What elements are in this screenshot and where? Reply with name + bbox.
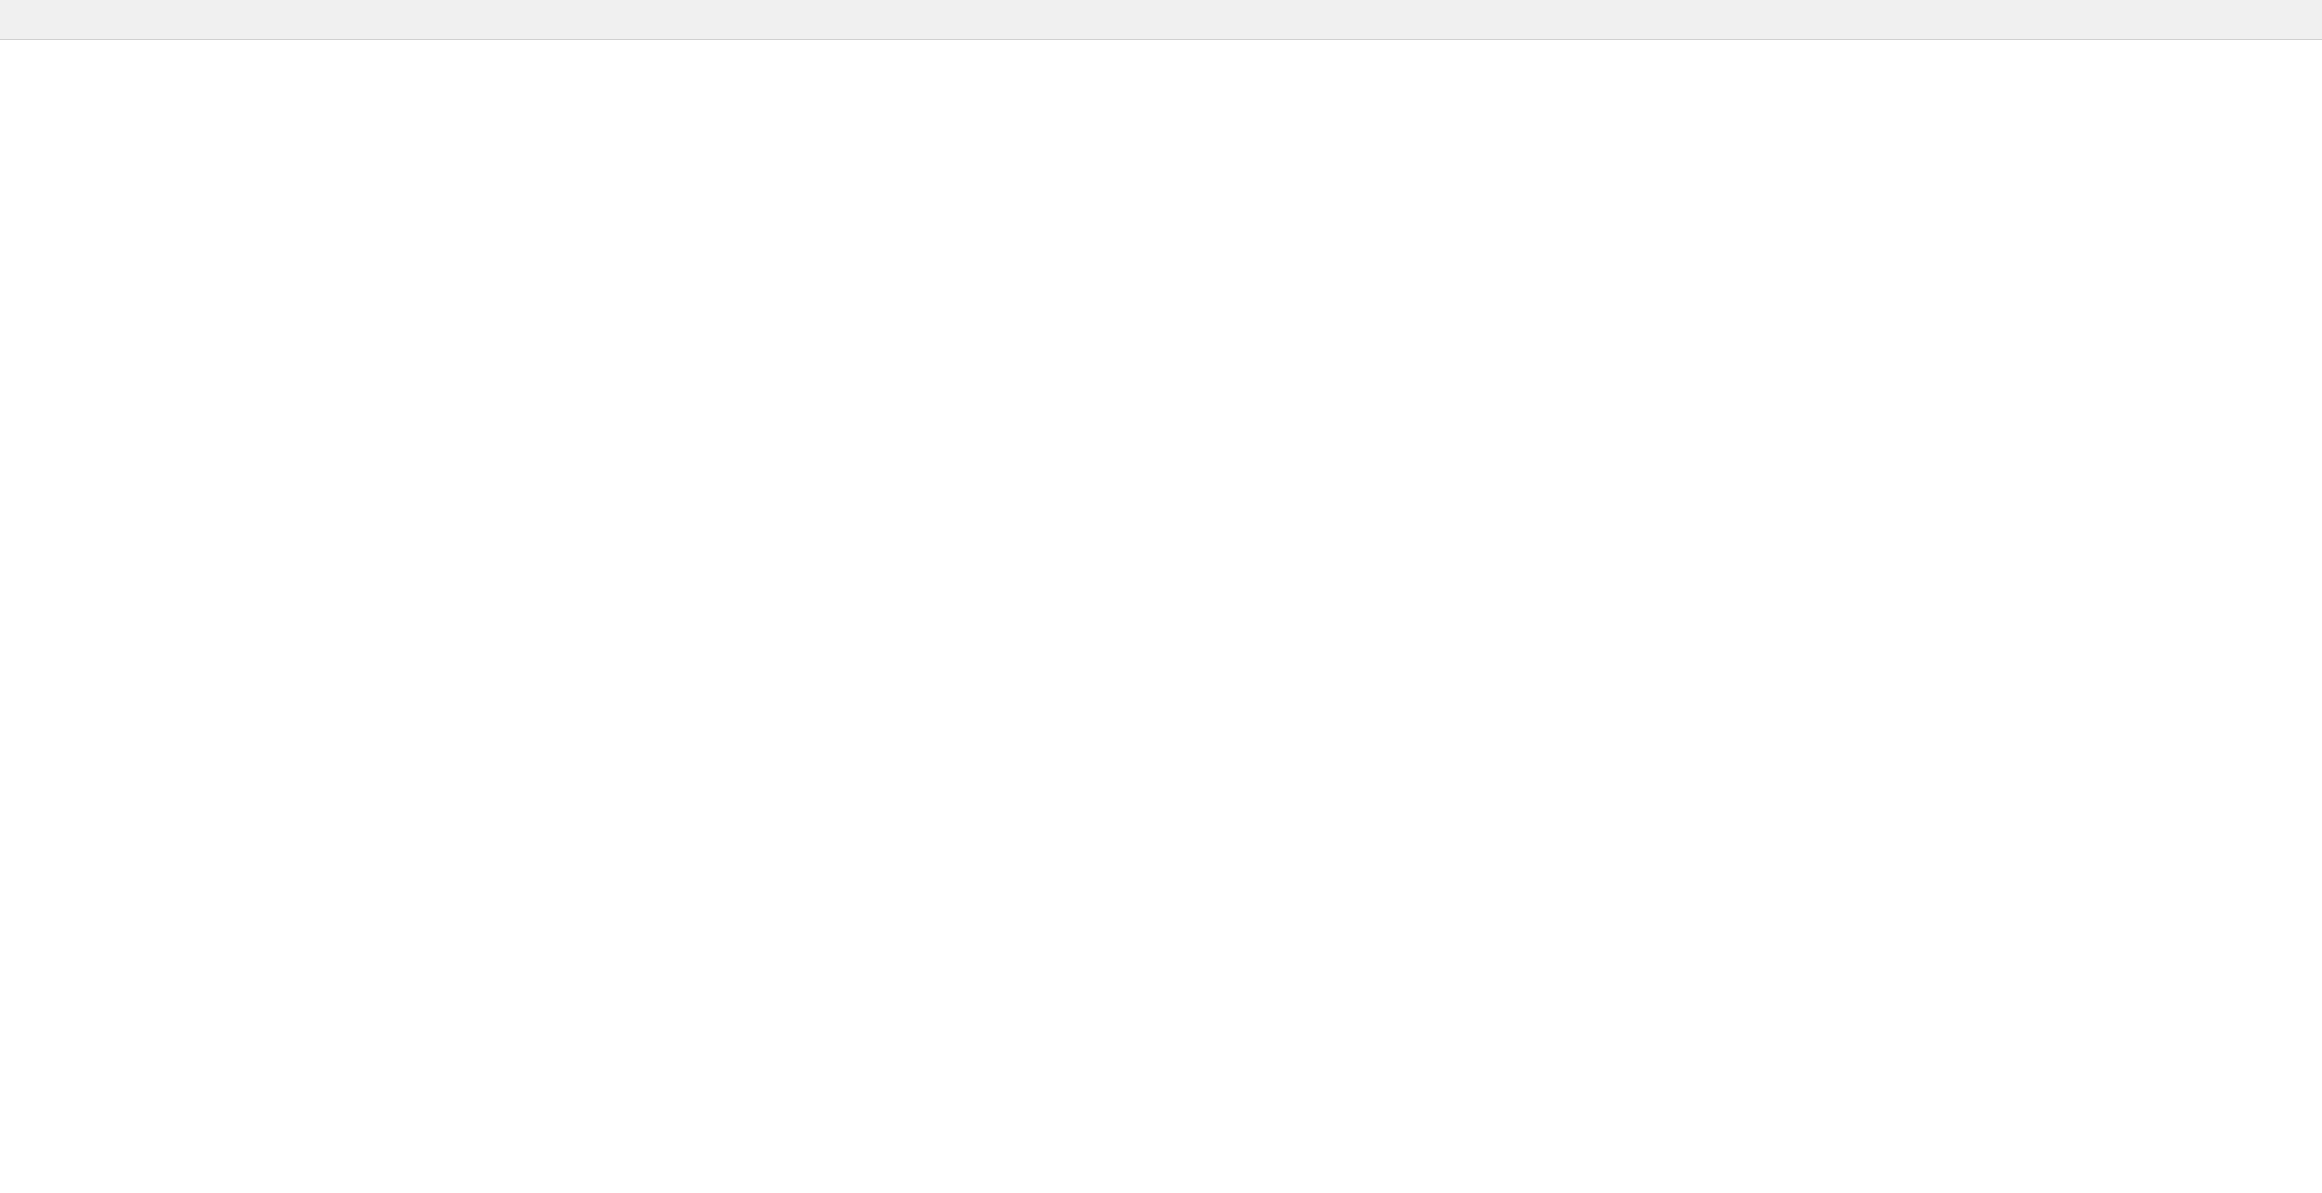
main-content (0, 40, 2322, 1193)
title-bar (0, 0, 2322, 40)
